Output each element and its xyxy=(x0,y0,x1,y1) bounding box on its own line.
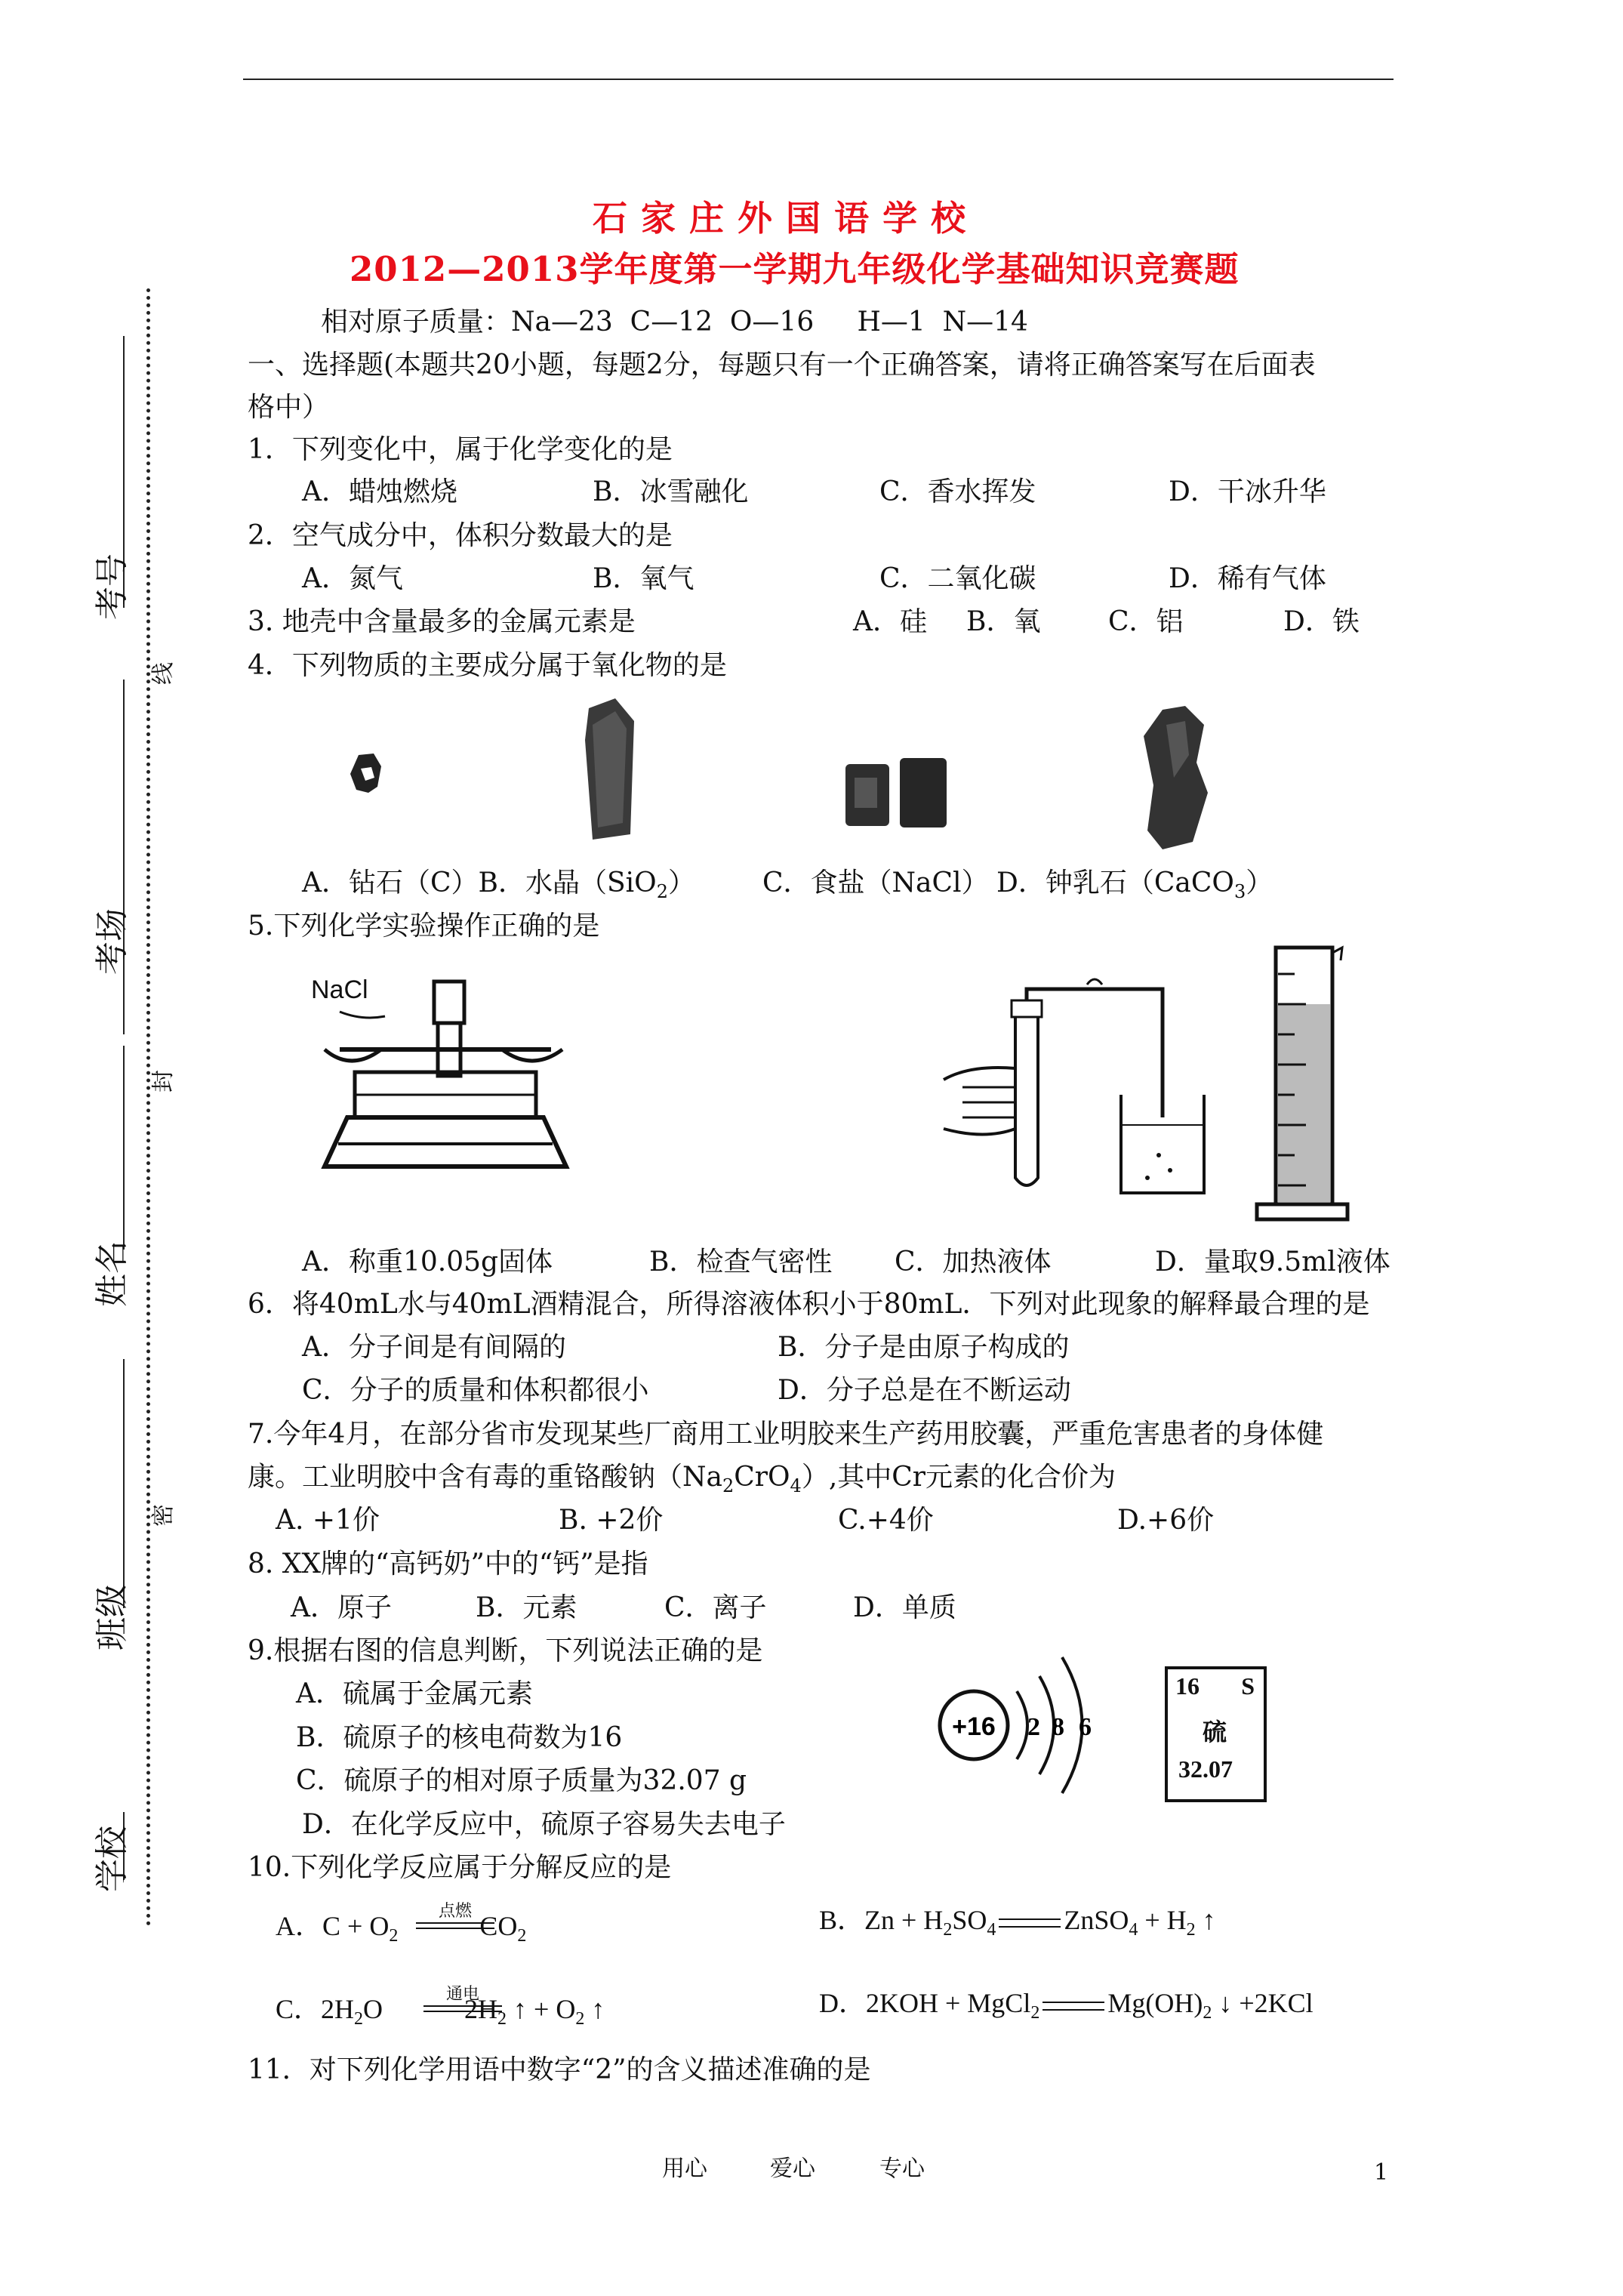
question-9-option-a: A．硫属于金属元素 xyxy=(296,1678,533,1709)
question-6-option-b: B．分子是由原子构成的 xyxy=(778,1332,1070,1363)
question-6-option-a: A．分子间是有间隔的 xyxy=(302,1332,566,1363)
exam-title: 2012—2013学年度第一学期九年级化学基础知识竞赛题 xyxy=(350,249,1240,289)
question-7-option-a: A. +1价 xyxy=(276,1505,380,1536)
question-6-option-c: C．分子的质量和体积都很小 xyxy=(302,1375,649,1406)
question-4-stem: 4．下列物质的主要成分属于氧化物的是 xyxy=(248,650,727,681)
question-4-option-c: C．食盐（NaCl） xyxy=(762,868,989,898)
field-line-class xyxy=(123,1359,125,1608)
reaction-condition-ignite: 点燃 xyxy=(438,1901,472,1920)
question-1-option-c: C．香水挥发 xyxy=(879,476,1036,507)
balance-scale-image xyxy=(310,966,581,1178)
nacl-label: NaCl xyxy=(311,975,368,1004)
question-2-option-d: D．稀有气体 xyxy=(1169,563,1326,594)
nucleus-charge: +16 xyxy=(952,1712,996,1741)
sulfur-atom-structure xyxy=(932,1646,1113,1804)
salt-crystal-image xyxy=(845,758,947,827)
question-1-stem: 1．下列变化中，属于化学变化的是 xyxy=(248,434,673,465)
question-5-option-d: D．量取9.5ml液体 xyxy=(1155,1247,1390,1277)
question-9-option-c: C．硫原子的相对原子质量为32.07 g xyxy=(296,1765,747,1796)
sidebar-label-school: 学校 xyxy=(93,1826,131,1892)
question-10-stem: 10.下列化学反应属于分解反应的是 xyxy=(248,1852,672,1883)
footer-motto-2: 爱心 xyxy=(770,2156,815,2182)
footer-motto-3: 专心 xyxy=(879,2156,925,2182)
question-5-option-b: B．检查气密性 xyxy=(649,1247,833,1277)
question-1-option-b: B．冰雪融化 xyxy=(593,476,749,507)
question-9-stem: 9.根据右图的信息判断，下列说法正确的是 xyxy=(248,1635,763,1666)
question-10-option-b: B．$Zn + H_2SO_4$ ZnSO$_4$ + $H_2$ ↑ xyxy=(819,1905,1216,1940)
question-5-option-c: C．加热液体 xyxy=(895,1247,1052,1277)
question-8-stem: 8. XX牌的“高钙奶”中的“钙”是指 xyxy=(248,1549,648,1579)
reaction-condition-electrolysis: 通电 xyxy=(445,1984,479,2003)
question-5-stem: 5.下列化学实验操作正确的是 xyxy=(248,911,600,942)
question-10-option-d: D．2KOH + MgCl$_2$ $Mg(OH)_2$ ↓ +2KCl xyxy=(819,1988,1313,2023)
element-symbol: S xyxy=(1241,1672,1255,1700)
question-2-option-a: A．氮气 xyxy=(302,563,403,594)
question-7-stem-line1: 7.今年4月，在部分省市发现某些厂商用工业明胶来生产药用胶囊，严重危害患者的身体健 xyxy=(248,1419,1324,1450)
question-6-option-d: D．分子总是在不断运动 xyxy=(778,1375,1071,1406)
diamond-image xyxy=(350,754,381,793)
question-2-option-b: B．氧气 xyxy=(593,563,694,594)
element-atomic-mass: 32.07 xyxy=(1178,1755,1233,1783)
question-3-stem: 3. 地壳中含量最多的金属元素是 xyxy=(248,606,636,637)
page-number: 1 xyxy=(1374,2159,1389,2186)
question-4-images xyxy=(317,695,1298,861)
shell-3-count: 6 xyxy=(1079,1713,1092,1741)
question-8-option-c: C．离子 xyxy=(664,1592,767,1623)
question-7-option-c: C.+4价 xyxy=(838,1505,934,1536)
top-rule xyxy=(243,79,1394,80)
graduated-cylinder-image xyxy=(1253,944,1351,1231)
question-7-option-d: D.+6价 xyxy=(1117,1505,1215,1536)
question-7-stem-line2: 康。工业明胶中含有毒的重铬酸钠$(Na_2CrO_4)$,其中Cr元素的化合价为 xyxy=(248,1462,1116,1496)
sidebar-label-exam-room: 考场 xyxy=(93,908,131,975)
question-3-option-c: C．铝 xyxy=(1108,606,1184,637)
question-1-option-d: D．干冰升华 xyxy=(1169,476,1326,507)
question-10-option-a: A．$C + O_2$ 点燃 $CO_2$ xyxy=(276,1901,527,1946)
question-2-option-c: C．二氧化碳 xyxy=(879,563,1036,594)
footer-motto-1: 用心 xyxy=(662,2156,707,2182)
question-3-option-a: A．硅 xyxy=(853,606,927,637)
question-8-option-b: B．元素 xyxy=(476,1592,577,1623)
airtight-check-image xyxy=(940,966,1227,1208)
school-title: 石 家 庄 外 国 语 学 校 xyxy=(593,198,967,239)
seal-mark-line: 线 xyxy=(150,662,177,685)
field-line-exam-room xyxy=(123,680,125,1034)
question-8-option-a: A．原子 xyxy=(291,1592,392,1623)
question-3-option-b: B．氧 xyxy=(966,606,1041,637)
seal-mark-seal: 封 xyxy=(150,1070,177,1093)
question-8-option-d: D．单质 xyxy=(853,1592,956,1623)
question-9-option-b: B．硫原子的核电荷数为16 xyxy=(296,1722,623,1753)
sidebar-label-name: 姓名 xyxy=(93,1240,131,1307)
question-6-stem: 6．将40mL水与40mL酒精混合，所得溶液体积小于80mL．下列对此现象的解释最合理的是 xyxy=(248,1289,1370,1320)
sidebar-label-class: 班级 xyxy=(93,1584,131,1650)
question-2-stem: 2．空气成分中，体积分数最大的是 xyxy=(248,520,673,551)
question-11-stem: 11．对下列化学用语中数字“2”的含义描述准确的是 xyxy=(248,2054,871,2085)
stalactite-image xyxy=(1144,706,1208,849)
shell-1-count: 2 xyxy=(1027,1713,1040,1741)
question-10-option-c: C．$2H_2O$ 通电 $2H_2$ ↑ + $O_2$ ↑ xyxy=(276,1984,605,2029)
shell-2-count: 8 xyxy=(1052,1713,1064,1741)
binding-dotted-line xyxy=(146,288,150,1927)
section-intro-2: 格中） xyxy=(248,392,330,423)
seal-mark-secret: 密 xyxy=(150,1504,177,1527)
question-4-option-d: D．钟乳石（CaCO$_3$） xyxy=(996,868,1273,902)
question-9-option-d: D．在化学反应中，硫原子容易失去电子 xyxy=(302,1809,786,1840)
element-atomic-number: 16 xyxy=(1175,1672,1200,1700)
question-1-option-a: A．蜡烛燃烧 xyxy=(302,476,457,507)
question-4-options-ab: A．钻石（C）B．水晶（SiO$_2$） xyxy=(302,868,695,902)
section-intro: 一、选择题(本题共20小题，每题2分，每题只有一个正确答案，请将正确答案写在后面表 xyxy=(248,350,1316,381)
sulfur-element-card xyxy=(1165,1666,1267,1802)
field-line-name xyxy=(123,1046,125,1250)
question-3-option-d: D．铁 xyxy=(1283,606,1360,637)
quartz-crystal-image xyxy=(585,698,634,840)
question-7-option-b: B. +2价 xyxy=(559,1505,664,1536)
atomic-mass-line: 相对原子质量：Na—23 C—12 O—16 H—1 N—14 xyxy=(321,307,1028,337)
sidebar-label-exam-number: 考号 xyxy=(93,553,131,620)
element-name: 硫 xyxy=(1203,1718,1227,1746)
question-5-option-a: A．称重10.05g固体 xyxy=(302,1247,553,1277)
